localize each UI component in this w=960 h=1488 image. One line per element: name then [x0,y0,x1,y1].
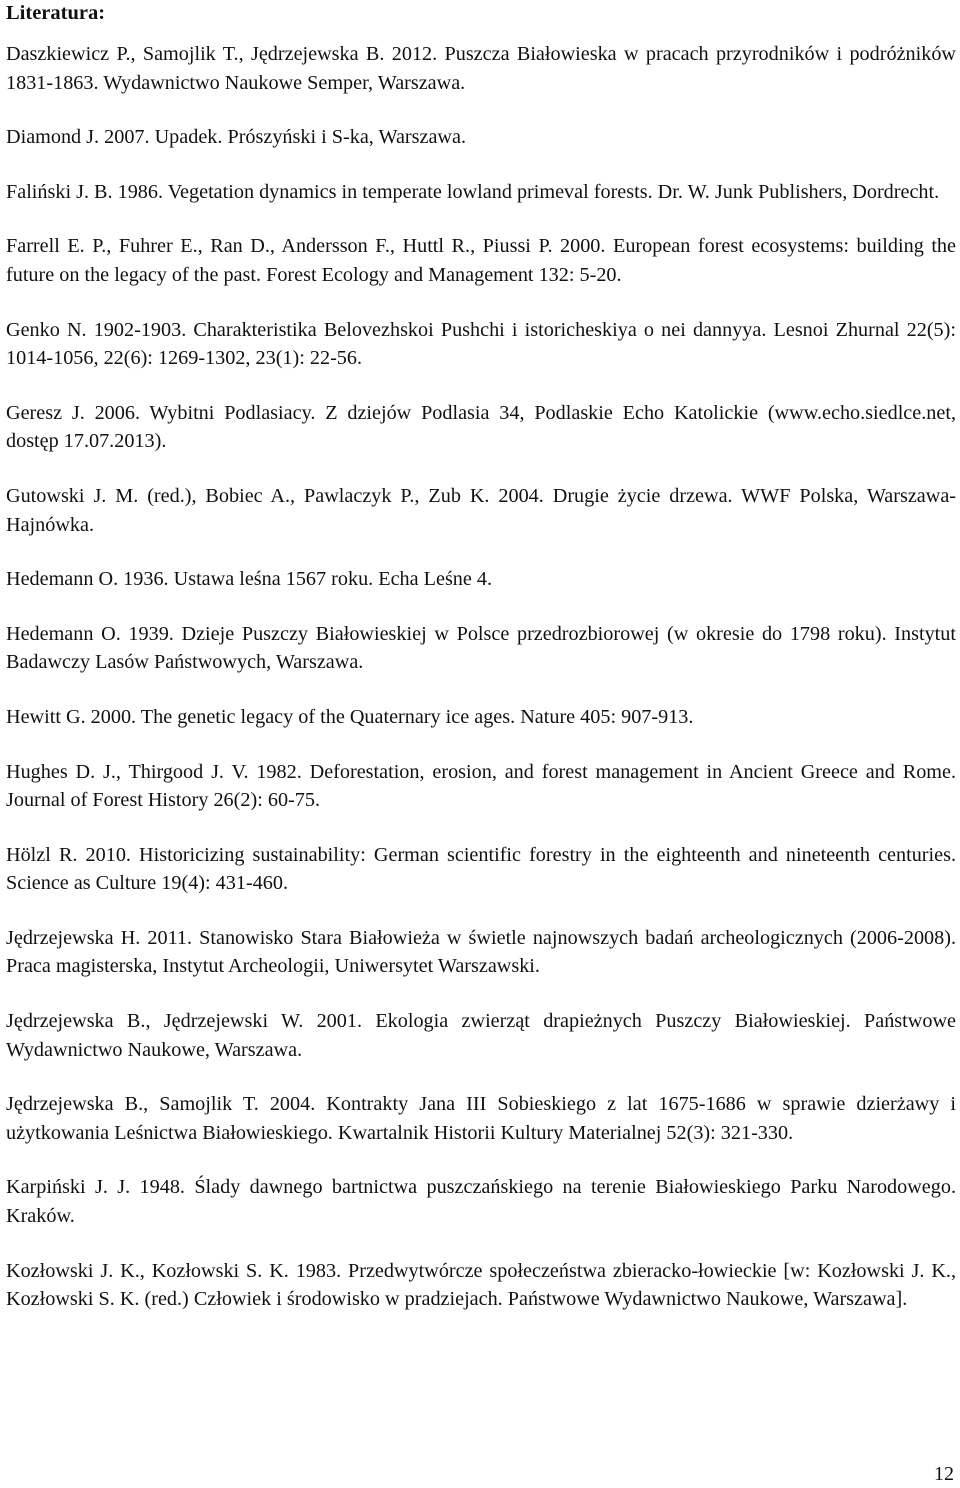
page-number: 12 [934,1463,954,1485]
reference-item: Hedemann O. 1936. Ustawa leśna 1567 roku. Echa Leśne 4. [6,568,493,591]
reference-item: Diamond J. 2007. Upadek. Prószyński i S-ka, Warszawa. [6,126,466,149]
reference-item: Geresz J. 2006. Wybitni Podlasiacy. Z dziejów Podlasia 34, Podlaskie Echo Katolickie (www.echo.siedlce.net, dostęp 17.07.2013). [6,401,956,453]
reference-item: Genko N. 1902-1903. Charakteristika Belovezhskoi Pushchi i istoricheskiya o nei dannyya. Lesnoi Zhurnal 22(5): 1014-1056, 22(6): 1269-1302, 23(1): 22-56. [6,318,956,370]
reference-item: Hedemann O. 1939. Dzieje Puszczy Białowieskiej w Polsce przedrozbiorowej (w okresie do 1798 roku). Instytut Badawczy Lasów Państwowych, Warszawa. [6,622,956,674]
reference-item: Kozłowski J. K., Kozłowski S. K. 1983. Przedwytwórcze społeczeństwa zbieracko-łowieckie [w: Kozłowski J. K., Kozłowski S. K. (red.) Człowiek i środowisko w pradziejach. Państwowe Wydawnictwo Naukowe, Warszawa]. [6,1259,956,1311]
reference-item: Gutowski J. M. (red.), Bobiec A., Pawlaczyk P., Zub K. 2004. Drugie życie drzewa. WWF Polska, Warszawa-Hajnówka. [6,484,956,536]
reference-item: Jędrzejewska B., Samojlik T. 2004. Kontrakty Jana III Sobieskiego z lat 1675-1686 w sprawie dzierżawy i użytkowania Leśnictwa Białowieskiego. Kwartalnik Historii Kultury Materialnej 52(3): 321-330. [6,1093,956,1144]
reference-item: Daszkiewicz P., Samojlik T., Jędrzejewska B. 2012. Puszcza Białowieska w pracach przyrodników i podróżników 1831-1863. Wydawnictwo Naukowe Semper, Warszawa. [6,43,956,94]
document-page [6,0,956,1488]
reference-item: Farrell E. P., Fuhrer E., Ran D., Andersson F., Huttl R., Piussi P. 2000. European forest ecosystems: building the future on the legacy of the past. Forest Ecology and Management 132: 5-20. [6,235,956,286]
reference-item: Hughes D. J., Thirgood J. V. 1982. Deforestation, erosion, and forest management in Ancient Greece and Rome. Journal of Forest History 26(2): 60-75. [6,760,956,812]
reference-item: Jędrzejewska H. 2011. Stanowisko Stara Białowieża w świetle najnowszych badań archeologicznych (2006-2008). Praca magisterska, Instytut Archeologii, Uniwersytet Warszawski. [6,926,956,978]
reference-item: Jędrzejewska B., Jędrzejewski W. 2001. Ekologia zwierząt drapieżnych Puszczy Białowieskiej. Państwowe Wydawnictwo Naukowe, Warszawa. [6,1010,956,1061]
reference-item: Faliński J. B. 1986. Vegetation dynamics in temperate lowland primeval forests. Dr. W. Junk Publishers, Dordrecht. [6,180,940,203]
section-heading: Literatura: [6,2,106,24]
reference-list [6,40,956,1340]
reference-item: Karpiński J. J. 1948. Ślady dawnego bartnictwa puszczańskiego na terenie Białowieskiego Parku Narodowego. Kraków. [6,1176,956,1228]
reference-item: Hewitt G. 2000. The genetic legacy of the Quaternary ice ages. Nature 405: 907-913. [6,705,694,728]
reference-item: Hölzl R. 2010. Historicizing sustainability: German scientific forestry in the eighteenth and nineteenth centuries. Science as Culture 19(4): 431-460. [6,843,956,895]
